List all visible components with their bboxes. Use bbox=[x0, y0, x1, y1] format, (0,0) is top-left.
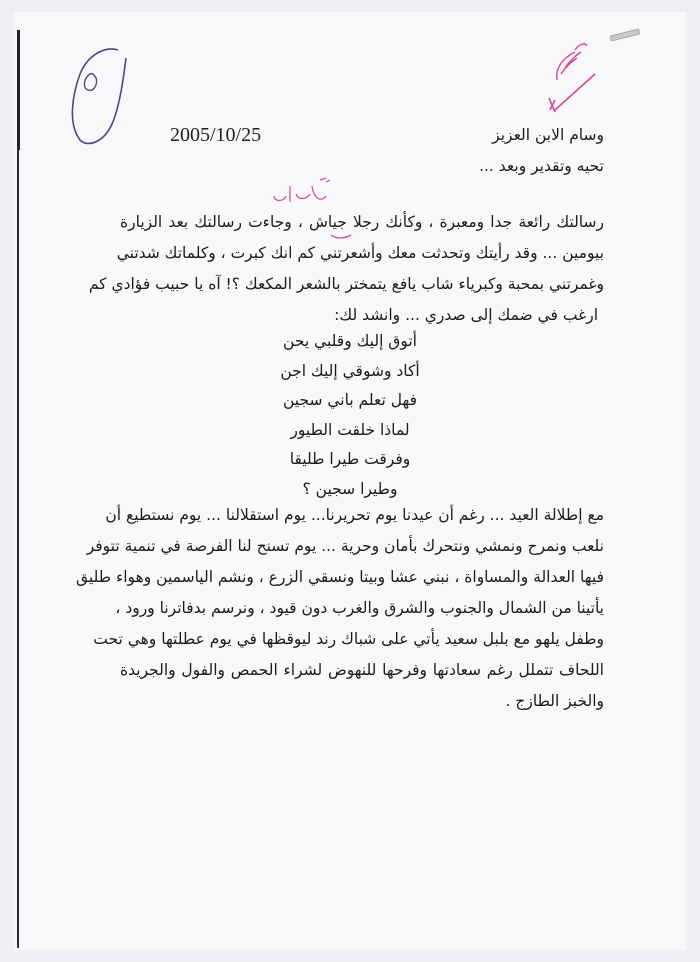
paragraph-line: والخبز الطازج . bbox=[505, 692, 604, 710]
poem-verse: أتوق إليك وقلبي يحن bbox=[283, 332, 417, 350]
salutation: وسام الابن العزيز bbox=[492, 126, 604, 144]
greeting-line: تحيه وتقدير وبعد ... bbox=[479, 157, 604, 175]
poem-verse: لماذا خلقت الطيور bbox=[290, 420, 410, 439]
page-left-edge bbox=[17, 30, 19, 948]
paragraph-line: رسالتك رائعة جدا ومعبرة ، وكأنك رجلا جياش ، وجاءت رسالتك بعد الزيارة bbox=[120, 213, 604, 231]
poem-verse: أكاد وشوقي إليك اجن bbox=[280, 361, 420, 380]
circled-grade-icon bbox=[66, 44, 136, 154]
paragraph-2 bbox=[75, 500, 604, 717]
paragraph-line: ارغب في ضمك إلى صدري ... وانشد لك: bbox=[334, 306, 598, 324]
page-left-edge-shadow bbox=[17, 30, 20, 150]
poem-verse: فهل تعلم باني سجين bbox=[282, 391, 418, 409]
paragraph-line: نلعب ونمرح ونمشي ونتحرك بأمان وحرية ... يوم تسنح لنا الفرصة في تنمية تتوفر bbox=[86, 537, 604, 555]
paragraph-line: وغمرتني بمحبة وكبرياء شاب يافع يتمختر بالشعر المكعك ؟! آه يا حبيب فؤادي كم bbox=[88, 275, 604, 293]
paragraph-line: وطفل يلهو مع بلبل سعيد يأتي على شباك رند ليوقظها في يوم عطلتها وهي تحت bbox=[93, 630, 604, 648]
paragraph-line: يأتينا من الشمال والجنوب والشرق والغرب دون قيود ، ونرسم بدفاترنا ورود ، bbox=[115, 599, 604, 617]
paragraph-line: بيومين ... وقد رأيتك وتحدثت معك وأشعرتني كم انك كبرت ، وكلماتك شدتني bbox=[116, 244, 604, 262]
checkmark-icon bbox=[545, 38, 615, 118]
poem-verse: وطيرا سجين ؟ bbox=[302, 479, 398, 498]
paragraph-line: مع إطلالة العيد ... رغم أن عيدنا يوم تحريرنا... يوم استقلالنا ... يوم نستطيع أن bbox=[105, 506, 604, 524]
paragraph-1 bbox=[88, 207, 604, 331]
poem-block bbox=[230, 327, 470, 504]
poem-verse: وفرقت طيرا طليقا bbox=[289, 450, 411, 468]
letter-date: 2005/10/25 bbox=[170, 124, 262, 146]
margin-correction-annotation bbox=[270, 176, 340, 206]
paragraph-line: فيها العدالة والمساواة ، نبني عشا وبيتا ونسقي الزرع ، ونشم الياسمين وهواء طليق bbox=[75, 568, 604, 586]
paragraph-line: اللحاف تتملل رغم سعادتها وفرحها للنهوض لشراء الحمص والفول والجريدة bbox=[120, 661, 604, 679]
